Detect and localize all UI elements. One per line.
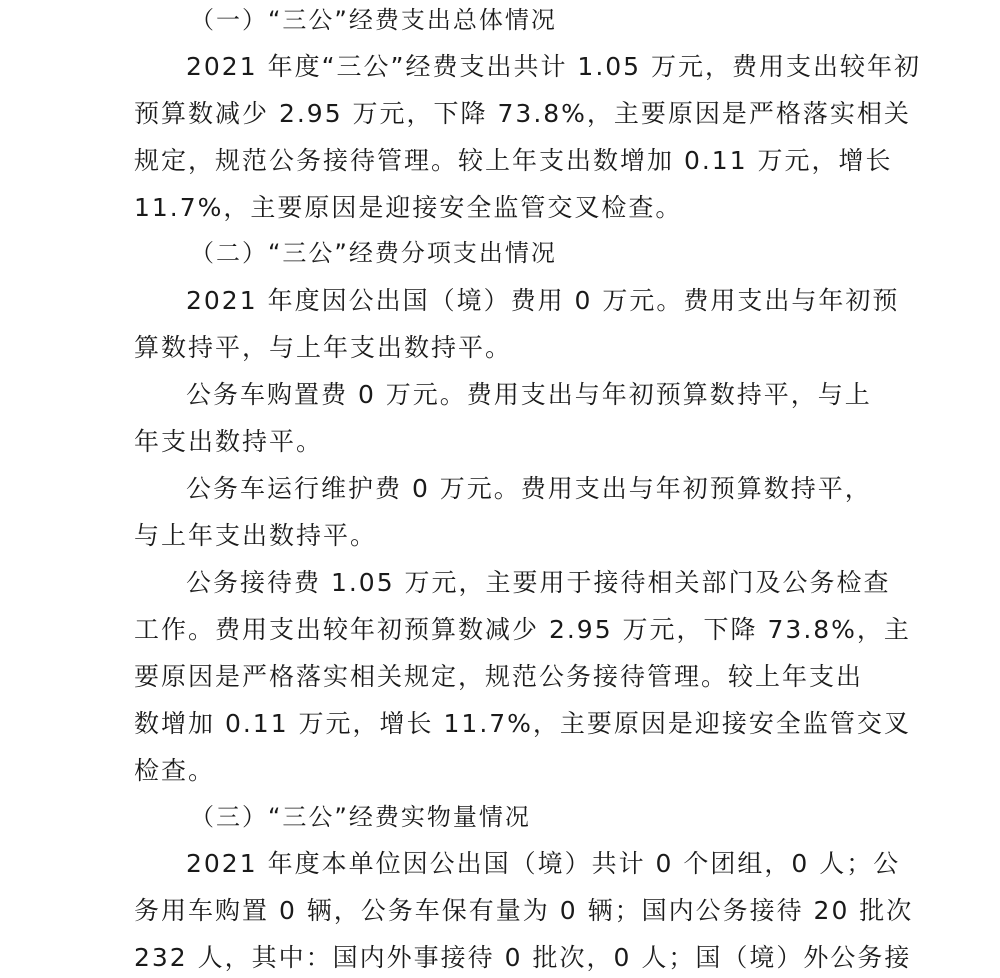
section-heading-3: （三）“三公”经费实物量情况 [190, 803, 531, 831]
section-heading-2: （二）“三公”经费分项支出情况 [190, 239, 557, 267]
paragraph-line: 11.7%，主要原因是迎接安全监管交叉检查。 [134, 193, 683, 222]
paragraph-line: 2021 年度因公出国（境）费用 0 万元。费用支出与年初预 [186, 286, 900, 315]
paragraph-line: 2021 年度本单位因公出国（境）共计 0 个团组，0 人；公 [186, 849, 901, 878]
paragraph-line: 数增加 0.11 万元，增长 11.7%，主要原因是迎接安全监管交叉 [134, 709, 911, 738]
paragraph-line: 与上年支出数持平。 [134, 521, 378, 550]
paragraph-line: 年支出数持平。 [134, 427, 324, 456]
paragraph-line: 工作。费用支出较年初预算数减少 2.95 万元，下降 73.8%，主 [134, 615, 911, 644]
paragraph-line: 公务接待费 1.05 万元，主要用于接待相关部门及公务检查 [186, 568, 891, 597]
paragraph-line: 规定，规范公务接待管理。较上年支出数增加 0.11 万元，增长 [134, 146, 893, 175]
paragraph-line: 2021 年度“三公”经费支出共计 1.05 万元，费用支出较年初 [186, 52, 922, 81]
paragraph-line: 检查。 [134, 756, 216, 785]
section-heading-1: （一）“三公”经费支出总体情况 [190, 6, 557, 34]
paragraph-line: 算数持平，与上年支出数持平。 [134, 333, 513, 362]
paragraph-line: 232 人，其中：国内外事接待 0 批次，0 人；国（境）外公务接 [134, 943, 912, 972]
paragraph-line: 公务车运行维护费 0 万元。费用支出与年初预算数持平， [186, 474, 872, 503]
paragraph-line: 公务车购置费 0 万元。费用支出与年初预算数持平，与上 [186, 380, 872, 409]
paragraph-line: 务用车购置 0 辆，公务车保有量为 0 辆；国内公务接待 20 批次 [134, 896, 914, 925]
paragraph-line: 要原因是严格落实相关规定，规范公务接待管理。较上年支出 [134, 662, 864, 691]
paragraph-line: 预算数减少 2.95 万元，下降 73.8%，主要原因是严格落实相关 [134, 99, 911, 128]
